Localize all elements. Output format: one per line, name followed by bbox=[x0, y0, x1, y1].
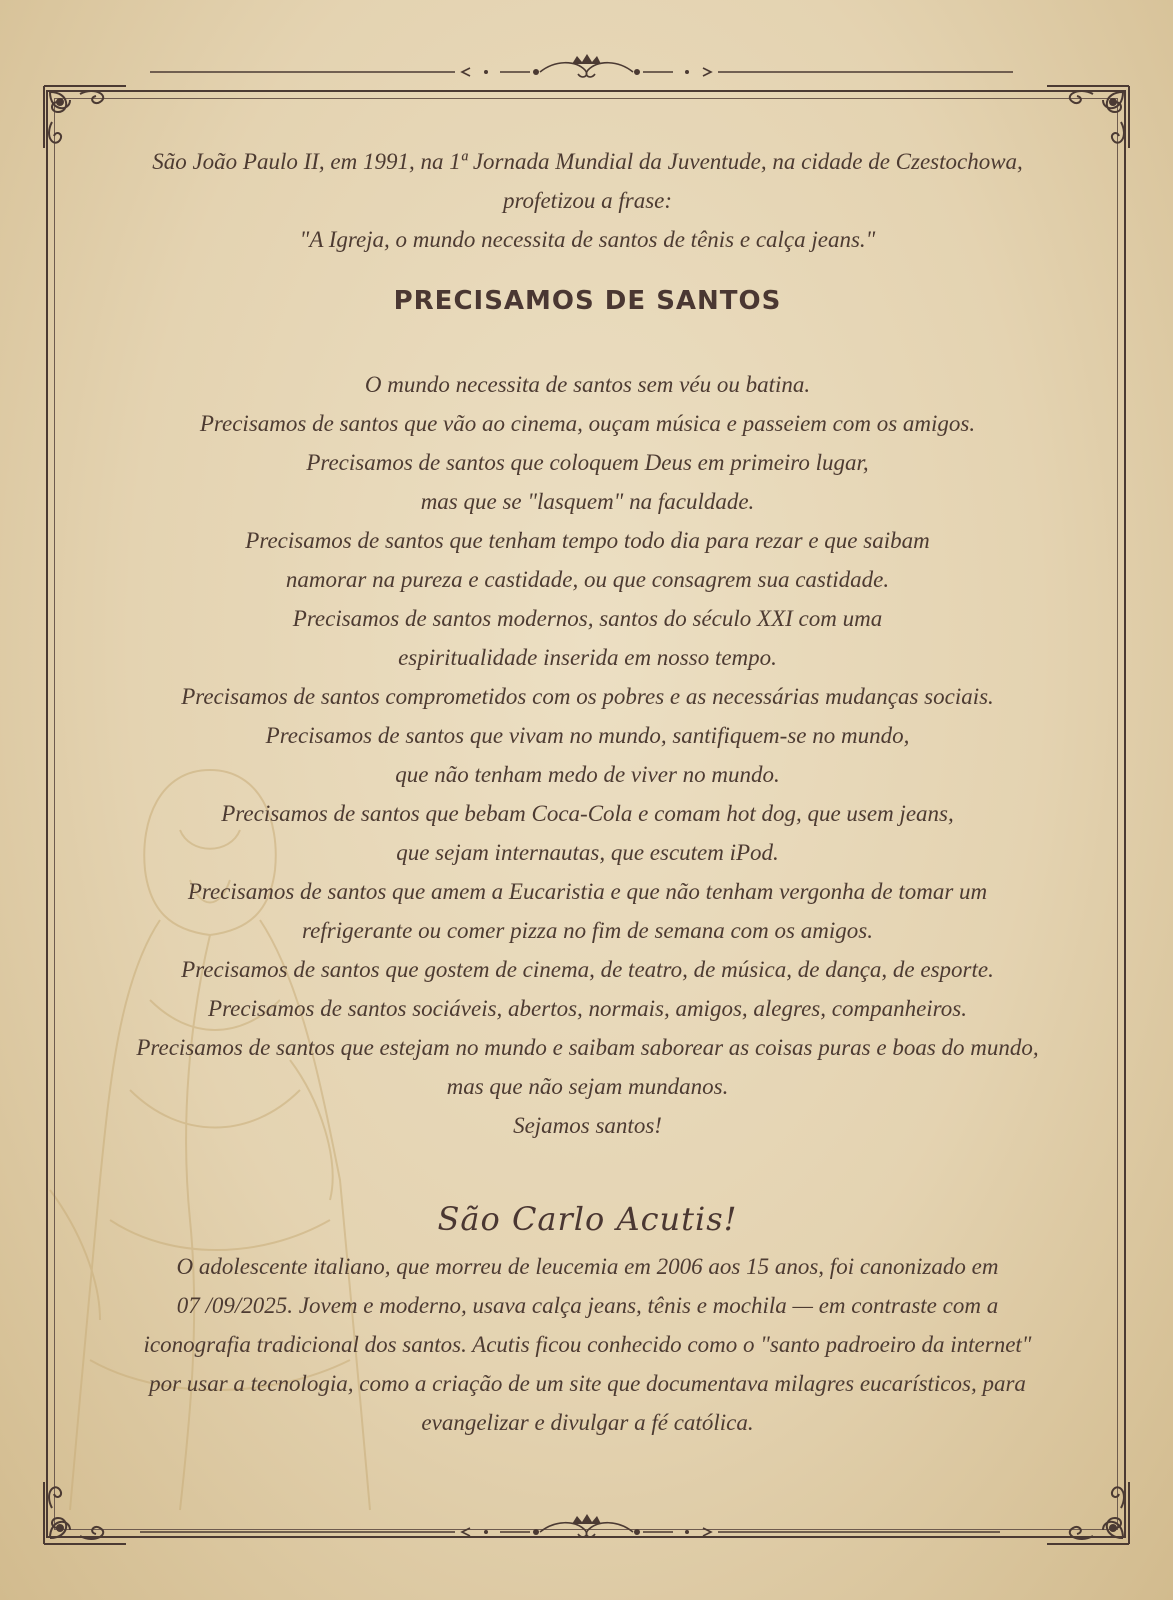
document-body bbox=[100, 142, 1075, 1442]
poem-text bbox=[100, 365, 1075, 1145]
poem-line: O mundo necessita de santos sem véu ou batina. bbox=[364, 372, 811, 397]
poem-line: Precisamos de santos que bebam Coca-Cola e comam hot dog, que usem jeans, bbox=[221, 801, 954, 826]
poem-line: Precisamos de santos que estejam no mundo e saibam saborear as coisas puras e boas do mundo, bbox=[136, 1035, 1039, 1060]
poem-line: Precisamos de santos modernos, santos do século XXI com uma bbox=[292, 606, 883, 631]
poem-line: Precisamos de santos que coloquem Deus em primeiro lugar, bbox=[306, 450, 869, 475]
poem-line: Precisamos de santos que gostem de cinema, de teatro, de música, de dança, de esporte. bbox=[181, 957, 994, 982]
intro-line: profetizou a frase: bbox=[502, 188, 673, 213]
bio-line: O adolescente italiano, que morreu de leucemia em 2006 aos 15 anos, foi canonizado em bbox=[176, 1254, 999, 1279]
signature-heading: São Carlo Acutis! bbox=[437, 1200, 738, 1238]
page-title: PRECISAMOS DE SANTOS bbox=[393, 286, 782, 316]
poem-line: refrigerante ou comer pizza no fim de semana com os amigos. bbox=[302, 918, 873, 943]
bio-line: 07 /09/2025. Jovem e moderno, usava calça jeans, tênis e mochila — em contraste com a bbox=[176, 1293, 999, 1318]
intro-line: "A Igreja, o mundo necessita de santos de tênis e calça jeans." bbox=[299, 227, 876, 252]
poem-line: mas que se "lasquem" na faculdade. bbox=[420, 489, 755, 514]
poem-line: Precisamos de santos que vão ao cinema, ouçam música e passeiem com os amigos. bbox=[199, 411, 976, 436]
poem-line: espiritualidade inserida em nosso tempo. bbox=[398, 645, 777, 670]
poem-line: Sejamos santos! bbox=[513, 1113, 662, 1138]
bio-line: por usar a tecnologia, como a criação de um site que documentava milagres eucarísticos, para bbox=[149, 1371, 1026, 1396]
intro-quote bbox=[100, 142, 1075, 259]
crown-ornament-icon bbox=[0, 52, 1173, 92]
poem-line: mas que não sejam mundanos. bbox=[446, 1074, 729, 1099]
bio-paragraph bbox=[100, 1247, 1075, 1442]
bio-line: iconografia tradicional dos santos. Acutis ficou conhecido como o "santo padroeiro da internet" bbox=[143, 1332, 1032, 1357]
bio-line: evangelizar e divulgar a fé católica. bbox=[421, 1410, 754, 1435]
poem-line: namorar na pureza e castidade, ou que consagrem sua castidade. bbox=[285, 567, 890, 592]
intro-line: São João Paulo II, em 1991, na 1ª Jornada Mundial da Juventude, na cidade de Czestochowa, bbox=[152, 149, 1023, 174]
poem-line: Precisamos de santos que amem a Eucaristia e que não tenham vergonha de tomar um bbox=[187, 879, 988, 904]
crown-ornament-icon bbox=[0, 1512, 1173, 1552]
poem-line: Precisamos de santos que vivam no mundo, santifiquem-se no mundo, bbox=[265, 723, 910, 748]
poem-line: Precisamos de santos que tenham tempo todo dia para rezar e que saibam bbox=[245, 528, 930, 553]
poem-line: Precisamos de santos sociáveis, abertos, normais, amigos, alegres, companheiros. bbox=[208, 996, 967, 1021]
poem-line: que não tenham medo de viver no mundo. bbox=[395, 762, 780, 787]
poem-line: que sejam internautas, que escutem iPod. bbox=[396, 840, 779, 865]
poem-line: Precisamos de santos comprometidos com os pobres e as necessárias mudanças sociais. bbox=[181, 684, 994, 709]
